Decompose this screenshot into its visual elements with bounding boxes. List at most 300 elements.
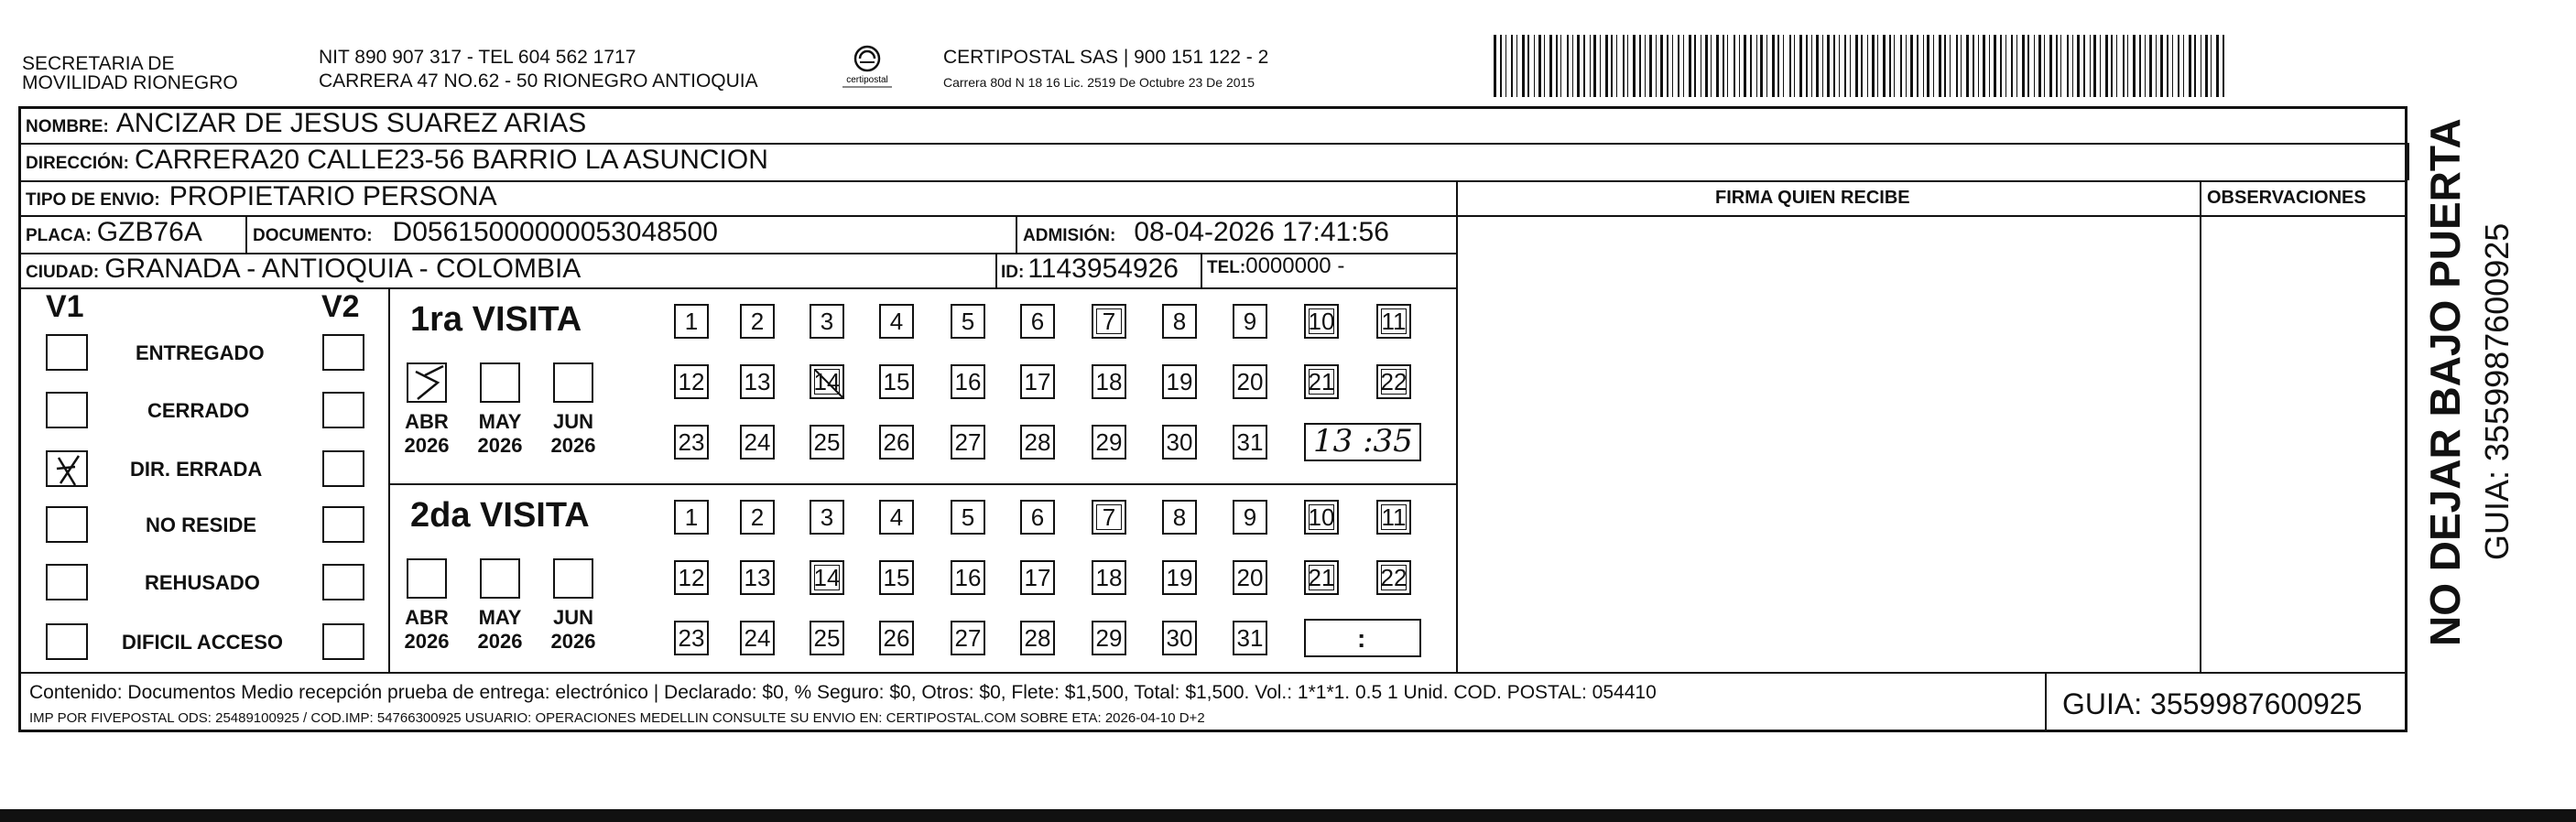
barcode-bar — [1889, 35, 1891, 97]
direccion-value: CARRERA20 CALLE23-56 BARRIO LA ASUNCION — [134, 145, 768, 175]
rule — [18, 672, 2408, 674]
barcode-bar — [2111, 35, 2113, 97]
month-year: 2026 — [404, 630, 450, 653]
barcode-bar — [2223, 35, 2224, 97]
barcode-bar — [1527, 35, 1529, 97]
day-number: 29 — [1095, 624, 1123, 652]
time-box[interactable] — [1304, 619, 1421, 657]
day-box[interactable] — [1304, 500, 1339, 535]
barcode-bar — [1516, 35, 1517, 97]
ciudad-label: CIUDAD: — [26, 263, 100, 282]
day-box[interactable] — [951, 560, 985, 595]
org-name-line1: SECRETARIA DE — [22, 53, 175, 74]
day-box[interactable] — [951, 425, 985, 460]
day-number: 24 — [744, 624, 771, 652]
barcode-bar — [1567, 35, 1569, 97]
barcode-bar — [1600, 35, 1601, 97]
v2-checkbox[interactable] — [322, 506, 364, 543]
month-label — [399, 410, 454, 458]
day-number: 30 — [1166, 428, 1193, 456]
rule — [1016, 215, 1017, 253]
nit-line: NIT 890 907 317 - TEL 604 562 1717 — [319, 47, 636, 68]
rule — [388, 287, 390, 672]
day-box[interactable] — [879, 364, 914, 399]
v1-checkbox[interactable] — [46, 334, 88, 371]
no-dejar-warning: NO DEJAR BAJO PUERTA — [2421, 118, 2469, 646]
barcode-bar — [1927, 35, 1929, 97]
day-number: 29 — [1095, 428, 1123, 456]
month-label — [399, 606, 454, 654]
day-box[interactable] — [674, 304, 709, 339]
barcode-bar — [2139, 35, 2141, 97]
barcode-bar — [1783, 35, 1784, 97]
address-line: CARRERA 47 NO.62 - 50 RIONEGRO ANTIOQUIA — [319, 70, 758, 92]
day-box[interactable] — [951, 304, 985, 339]
bottom-edge — [0, 809, 2576, 822]
day-box[interactable] — [740, 364, 775, 399]
barcode-bar — [1656, 35, 1657, 97]
status-label: DIR. ERRADA — [130, 458, 263, 481]
barcode-bar — [1806, 35, 1808, 97]
day-number: 20 — [1236, 368, 1264, 395]
rule — [2200, 180, 2201, 672]
barcode-bar — [1978, 35, 1979, 97]
day-box[interactable] — [1020, 500, 1055, 535]
day-box[interactable] — [879, 560, 914, 595]
day-number: 10 — [1308, 503, 1335, 531]
day-box[interactable] — [810, 364, 844, 399]
rule — [2408, 143, 2409, 180]
day-box[interactable] — [1092, 560, 1126, 595]
v2-checkbox[interactable] — [322, 564, 364, 600]
month-label — [473, 410, 527, 458]
day-number: 21 — [1308, 564, 1335, 591]
barcode-bar — [1906, 35, 1907, 97]
barcode-bar — [2090, 35, 2091, 97]
status-label: DIFICIL ACCESO — [122, 631, 284, 654]
day-number: 6 — [1030, 503, 1045, 531]
day-box[interactable] — [674, 425, 709, 460]
courier-line2: Carrera 80d N 18 16 Lic. 2519 De Octubre 23 De 2015 — [943, 75, 1255, 90]
check-mark-icon — [48, 452, 90, 489]
month-year: 2026 — [477, 630, 523, 653]
day-number: 10 — [1308, 308, 1335, 335]
barcode-bar — [1973, 35, 1974, 97]
barcode-bar — [1727, 35, 1728, 97]
barcode-bar — [1556, 35, 1558, 97]
day-box[interactable] — [674, 621, 709, 655]
month-checkbox[interactable] — [407, 362, 447, 403]
footer-guia: GUIA: 3559987600925 — [2062, 687, 2363, 720]
barcode-bar — [1683, 35, 1684, 97]
admision-value: 08-04-2026 17:41:56 — [1134, 217, 1389, 247]
barcode-bar — [1560, 35, 1561, 97]
v2-checkbox[interactable] — [322, 623, 364, 660]
day-number: 18 — [1095, 564, 1123, 591]
day-box[interactable] — [1376, 500, 1411, 535]
v2-checkbox[interactable] — [322, 334, 364, 371]
day-box[interactable] — [879, 621, 914, 655]
barcode-bar — [2211, 35, 2212, 97]
barcode-bar — [1583, 35, 1585, 97]
day-number: 26 — [883, 624, 910, 652]
day-box[interactable] — [1376, 560, 1411, 595]
barcode-bar — [2005, 35, 2006, 97]
firma-header: FIRMA QUIEN RECIBE — [1715, 188, 1910, 208]
day-box[interactable] — [1162, 560, 1197, 595]
barcode-bar — [2049, 35, 2052, 97]
day-box[interactable] — [1233, 425, 1267, 460]
barcode-bar — [1772, 35, 1775, 97]
month-checkbox[interactable] — [480, 362, 520, 403]
rule — [2045, 672, 2047, 732]
v1-checkbox[interactable] — [46, 450, 88, 487]
day-box[interactable] — [1162, 500, 1197, 535]
day-number: 19 — [1166, 564, 1193, 591]
day-box[interactable] — [879, 304, 914, 339]
time-box[interactable] — [1304, 423, 1421, 461]
id-row — [1001, 254, 1179, 285]
barcode-bar — [2183, 35, 2184, 97]
day-box[interactable] — [1092, 500, 1126, 535]
admision-label: ADMISIÓN: — [1023, 226, 1116, 245]
barcode-bar — [1956, 35, 1958, 97]
day-box[interactable] — [1092, 304, 1126, 339]
barcode-bar — [1855, 35, 1858, 97]
documento-value: D05615000000053048500 — [392, 217, 718, 247]
barcode-bar — [1538, 35, 1541, 97]
day-number: 11 — [1381, 308, 1407, 335]
barcode-bar — [1505, 35, 1506, 97]
barcode-bar — [1877, 35, 1878, 97]
barcode-bar — [2067, 35, 2069, 97]
day-number: 5 — [961, 308, 975, 335]
day-number: 19 — [1166, 368, 1193, 395]
rule — [245, 215, 247, 253]
barcode-bar — [2216, 35, 2219, 97]
visit-title: 1ra VISITA — [410, 300, 582, 339]
rule — [995, 253, 997, 287]
day-box[interactable] — [674, 364, 709, 399]
day-box[interactable] — [674, 560, 709, 595]
day-number: 12 — [678, 368, 705, 395]
barcode-bar — [1989, 35, 1990, 97]
day-box[interactable] — [879, 425, 914, 460]
day-number: 28 — [1024, 428, 1051, 456]
day-number: 13 — [744, 564, 771, 591]
month-year: 2026 — [550, 630, 596, 653]
barcode-bar — [2027, 35, 2029, 97]
v2-checkbox[interactable] — [322, 392, 364, 428]
footer-imp: IMP POR FIVEPOSTAL ODS: 25489100925 / COD.IMP: 54766300925 USUARIO: OPERACIONES MEDELLIN CONSULTE SU ENVIO EN: CERTIPOSTAL.COM SOBRE ETA: 2026-04-10 D+2 — [29, 710, 1205, 726]
v1-checkbox[interactable] — [46, 506, 88, 543]
barcode-bar — [2194, 35, 2196, 97]
v2-checkbox[interactable] — [322, 450, 364, 487]
id-label: ID: — [1001, 263, 1025, 282]
day-number: 1 — [684, 503, 699, 531]
barcode-bar — [1511, 35, 1513, 97]
observaciones-header: OBSERVACIONES — [2207, 188, 2366, 208]
barcode-bar — [1500, 35, 1502, 97]
barcode-bar — [1850, 35, 1851, 97]
day-box[interactable] — [1233, 304, 1267, 339]
barcode-bar — [1917, 35, 1918, 97]
barcode-bar — [1760, 35, 1763, 97]
v1-checkbox[interactable] — [46, 623, 88, 660]
day-number: 9 — [1243, 308, 1257, 335]
day-box[interactable] — [1304, 560, 1339, 595]
day-box[interactable] — [740, 621, 775, 655]
day-number: 3 — [820, 503, 834, 531]
day-box[interactable] — [1092, 364, 1126, 399]
month-checkbox[interactable] — [480, 558, 520, 599]
day-number: 14 — [813, 564, 841, 591]
barcode-bar — [1672, 35, 1673, 97]
barcode-bar — [2178, 35, 2179, 97]
day-box[interactable] — [1162, 425, 1197, 460]
barcode-bar — [1645, 35, 1646, 97]
barcode-bar — [1660, 35, 1663, 97]
barcode-bar — [1711, 35, 1712, 97]
day-number: 11 — [1381, 503, 1407, 531]
barcode-bar — [1822, 35, 1823, 97]
day-box[interactable] — [1233, 500, 1267, 535]
barcode-bar — [2145, 35, 2146, 97]
placa-value: GZB76A — [96, 217, 202, 247]
v1-checkbox[interactable] — [46, 392, 88, 428]
barcode-bar — [1593, 35, 1596, 97]
day-number: 4 — [889, 503, 904, 531]
barcode-bar — [1633, 35, 1636, 97]
barcode-bar — [1734, 35, 1735, 97]
day-number: 2 — [750, 503, 765, 531]
barcode-bar — [2022, 35, 2025, 97]
day-box[interactable] — [674, 500, 709, 535]
barcode-bar — [2116, 35, 2117, 97]
day-number: 27 — [954, 624, 982, 652]
day-box[interactable] — [1162, 304, 1197, 339]
barcode-bar — [1844, 35, 1846, 97]
barcode-bar — [1799, 35, 1802, 97]
documento-label: DOCUMENTO: — [253, 226, 373, 245]
barcode-bar — [1494, 35, 1496, 97]
barcode-bar — [1549, 35, 1552, 97]
status-label: REHUSADO — [145, 571, 260, 594]
barcode-bar — [1872, 35, 1875, 97]
day-number: 4 — [889, 308, 904, 335]
barcode-bar — [2133, 35, 2136, 97]
day-box[interactable] — [1020, 621, 1055, 655]
barcode-bar — [1694, 35, 1696, 97]
barcode-bar — [1794, 35, 1795, 97]
barcode-bar — [2016, 35, 2017, 97]
barcode-bar — [1750, 35, 1752, 97]
barcode-bar — [1867, 35, 1868, 97]
barcode-bar — [1534, 35, 1535, 97]
strike-mark-icon — [811, 366, 846, 401]
month-name: MAY — [478, 410, 522, 433]
day-number: 28 — [1024, 624, 1051, 652]
day-box[interactable] — [1020, 364, 1055, 399]
barcode-bar — [2056, 35, 2058, 97]
barcode-bar — [2172, 35, 2173, 97]
org-name-line2: MOVILIDAD RIONEGRO — [22, 72, 238, 93]
day-number: 3 — [820, 308, 834, 335]
day-number: 25 — [813, 624, 841, 652]
barcode-bar — [2077, 35, 2080, 97]
day-box[interactable] — [1020, 425, 1055, 460]
day-box[interactable] — [1020, 304, 1055, 339]
status-label: NO RESIDE — [146, 514, 257, 536]
day-number: 24 — [744, 428, 771, 456]
barcode-bar — [2127, 35, 2128, 97]
day-box[interactable] — [1376, 364, 1411, 399]
day-box[interactable] — [1376, 304, 1411, 339]
day-box[interactable] — [1020, 560, 1055, 595]
day-number: 5 — [961, 503, 975, 531]
day-box[interactable] — [879, 500, 914, 535]
day-box[interactable] — [740, 500, 775, 535]
day-number: 6 — [1030, 308, 1045, 335]
barcode-bar — [1789, 35, 1791, 97]
barcode-bar — [1900, 35, 1902, 97]
barcode-bar — [1616, 35, 1617, 97]
barcode-bar — [1777, 35, 1779, 97]
day-box[interactable] — [810, 304, 844, 339]
barcode-bar — [1833, 35, 1835, 97]
visit-time: : — [1357, 624, 1366, 653]
month-checkbox[interactable] — [407, 558, 447, 599]
day-number: 15 — [883, 564, 910, 591]
barcode-bar — [2167, 35, 2168, 97]
barcode-bar — [1910, 35, 1913, 97]
day-box[interactable] — [810, 500, 844, 535]
day-number: 26 — [883, 428, 910, 456]
day-box[interactable] — [1162, 364, 1197, 399]
day-box[interactable] — [1092, 425, 1126, 460]
barcode-bar — [2060, 35, 2061, 97]
barcode-bar — [1723, 35, 1724, 97]
barcode-bar — [1933, 35, 1934, 97]
month-checkbox[interactable] — [553, 558, 593, 599]
barcode-bar — [1983, 35, 1985, 97]
direccion-label: DIRECCIÓN: — [26, 154, 129, 173]
barcode-bar — [2093, 35, 2096, 97]
day-box[interactable] — [1092, 621, 1126, 655]
day-box[interactable] — [740, 560, 775, 595]
footer-contents: Contenido: Documentos Medio recepción prueba de entrega: electrónico | Declarado: $0, % Seguro: $0, Otros: $0, Flete: $1,500, Total: $1,500. Vol.: 1*1*1. 0.5 1 Unid. COD. POSTAL: 054410 — [29, 682, 1657, 703]
day-number: 18 — [1095, 368, 1123, 395]
day-box[interactable] — [1162, 621, 1197, 655]
barcode-bar — [1883, 35, 1886, 97]
barcode-bar — [1827, 35, 1830, 97]
month-name: ABR — [405, 410, 449, 433]
tipo-value: PROPIETARIO PERSONA — [168, 181, 497, 211]
day-box[interactable] — [951, 364, 985, 399]
day-box[interactable] — [1304, 304, 1339, 339]
id-value: 1143954926 — [1027, 254, 1179, 284]
side-guia: GUIA: 3559987600925 — [2478, 222, 2516, 560]
month-year: 2026 — [550, 434, 596, 457]
barcode-bar — [1816, 35, 1819, 97]
day-number: 17 — [1024, 564, 1051, 591]
day-number: 2 — [750, 308, 765, 335]
month-checkbox[interactable] — [553, 362, 593, 403]
nombre-value: ANCIZAR DE JESUS SUAREZ ARIAS — [115, 108, 587, 138]
day-box[interactable] — [1233, 364, 1267, 399]
barcode-bar — [1811, 35, 1812, 97]
check-mark-icon — [408, 364, 449, 405]
rule — [1456, 180, 1458, 672]
barcode-bar — [1611, 35, 1613, 97]
barcode-bar — [1623, 35, 1625, 97]
barcode-bar — [1894, 35, 1895, 97]
barcode-bar — [1961, 35, 1962, 97]
tel-label: TEL: — [1207, 258, 1246, 277]
month-name: MAY — [478, 606, 522, 629]
barcode-bar — [2123, 35, 2125, 97]
day-box[interactable] — [810, 425, 844, 460]
month-label — [546, 410, 601, 458]
day-number: 1 — [684, 308, 699, 335]
status-label: CERRADO — [147, 399, 250, 422]
day-box[interactable] — [810, 621, 844, 655]
barcode-bar — [1590, 35, 1591, 97]
barcode-bar — [2083, 35, 2085, 97]
barcode-bar — [2149, 35, 2152, 97]
tel-row — [1207, 254, 1344, 279]
day-box[interactable] — [740, 425, 775, 460]
month-year: 2026 — [477, 434, 523, 457]
placa-row — [26, 217, 202, 248]
day-number: 12 — [678, 564, 705, 591]
barcode-bar — [1739, 35, 1740, 97]
nombre-label: NOMBRE: — [26, 117, 109, 136]
barcode-bar — [2034, 35, 2035, 97]
day-number: 14 — [813, 368, 841, 395]
barcode-bar — [1944, 35, 1946, 97]
barcode-bar — [1605, 35, 1608, 97]
barcode-bar — [1522, 35, 1525, 97]
barcode-bar — [1627, 35, 1628, 97]
certipostal-logo — [835, 42, 899, 93]
day-box[interactable] — [951, 621, 985, 655]
day-number: 17 — [1024, 368, 1051, 395]
barcode-bar — [1649, 35, 1652, 97]
visit-time: 13 :35 — [1313, 423, 1413, 460]
month-name: JUN — [552, 410, 593, 433]
day-number: 8 — [1172, 503, 1187, 531]
day-box[interactable] — [1304, 364, 1339, 399]
v1-checkbox[interactable] — [46, 564, 88, 600]
day-box[interactable] — [951, 500, 985, 535]
day-box[interactable] — [1233, 621, 1267, 655]
barcode-bar — [1544, 35, 1545, 97]
month-label — [546, 606, 601, 654]
direccion-row — [26, 145, 768, 176]
barcode-bar — [2072, 35, 2073, 97]
day-box[interactable] — [1233, 560, 1267, 595]
ciudad-value: GRANADA - ANTIOQUIA - COLOMBIA — [104, 254, 582, 284]
day-box[interactable] — [810, 560, 844, 595]
barcode-bar — [1994, 35, 1996, 97]
barcode-bar — [1716, 35, 1719, 97]
barcode — [1494, 35, 2231, 97]
month-year: 2026 — [404, 434, 450, 457]
day-number: 22 — [1380, 564, 1408, 591]
day-box[interactable] — [740, 304, 775, 339]
day-number: 27 — [954, 428, 982, 456]
